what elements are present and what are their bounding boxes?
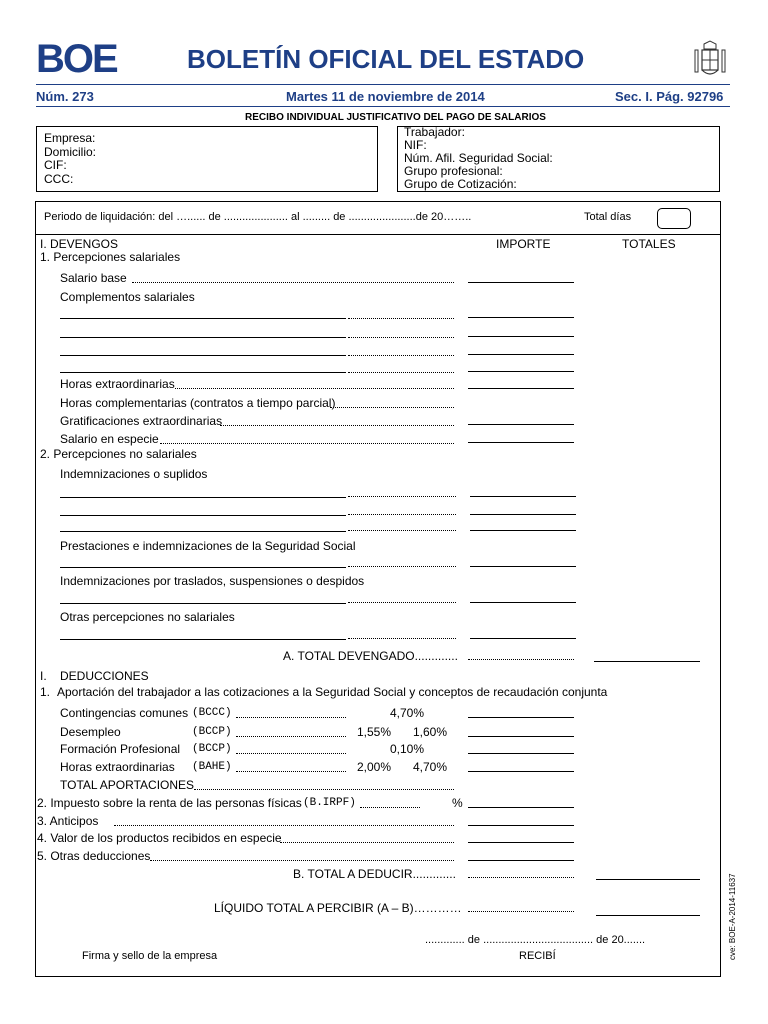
leader-dots [348, 638, 456, 639]
leader-dots [348, 318, 454, 319]
leader-dots [348, 514, 456, 515]
horas-extra-pct1: 2,00% [357, 760, 392, 774]
header-rule [36, 84, 730, 85]
blank-concept-line[interactable] [60, 603, 346, 604]
desempleo-pct1: 1,55% [357, 725, 392, 739]
page-title: BOLETÍN OFICIAL DEL ESTADO [187, 44, 585, 74]
leader-dots [348, 355, 454, 356]
amount-line[interactable] [468, 771, 574, 772]
horas-extra-pct2: 4,70% [413, 760, 448, 774]
devengos-heading: I. DEVENGOS [40, 237, 119, 251]
amount-line[interactable] [468, 753, 574, 754]
contingencias-pct: 4,70% [390, 706, 425, 720]
total-deducir-line[interactable] [596, 879, 700, 880]
salario-especie-label: Salario en especie [60, 432, 159, 446]
irpf-code: (B.IRPF) [303, 797, 356, 809]
amount-line[interactable] [468, 807, 574, 808]
section-page: Sec. I. Pág. 92796 [615, 89, 724, 104]
period-divider [36, 234, 720, 235]
leader-dots [468, 877, 574, 878]
worker-fields [404, 126, 553, 191]
period-text: Periodo de liquidación: del …...... de ..................... al ......... de ......................de 20…….. [44, 211, 472, 223]
leader-dots [194, 789, 454, 790]
amount-line[interactable] [468, 736, 574, 737]
blank-concept-line[interactable] [60, 355, 346, 356]
importe-heading: IMPORTE [496, 237, 551, 251]
blank-concept-line[interactable] [60, 567, 346, 568]
boe-logo: BOE [36, 37, 117, 81]
recibi-label: RECIBÍ [519, 950, 556, 962]
amount-line[interactable] [468, 282, 574, 283]
especie-deduccion-label: 4. Valor de los productos recibidos en especie [37, 831, 282, 845]
leader-dots [348, 566, 456, 567]
traslados-label: Indemnizaciones por traslados, suspensiones o despidos [60, 574, 365, 588]
company-address-label: Domicilio: [44, 144, 97, 159]
company-cif-label: CIF: [44, 158, 67, 172]
leader-dots [280, 842, 454, 843]
percepciones-no-salariales-heading: 2. Percepciones no salariales [40, 447, 197, 461]
amount-line[interactable] [470, 496, 576, 497]
amount-line[interactable] [468, 825, 574, 826]
amount-line[interactable] [468, 717, 574, 718]
firma-empresa-label: Firma y sello de la empresa [82, 950, 218, 962]
leader-dots [175, 388, 454, 389]
leader-dots [160, 443, 454, 444]
company-name-label: Empresa: [44, 131, 96, 145]
total-devengado-label: A. TOTAL DEVENGADO............. [283, 649, 458, 663]
blank-concept-line[interactable] [60, 318, 346, 319]
contingencias-code: (BCCC) [192, 707, 232, 719]
blank-concept-line[interactable] [60, 515, 346, 516]
indemnizaciones-label: Indemnizaciones o suplidos [60, 467, 208, 481]
horas-extra-deduccion-label: Horas extraordinarias [60, 760, 175, 774]
amount-line[interactable] [468, 842, 574, 843]
prestaciones-label: Prestaciones e indemnizaciones de la Seguridad Social [60, 539, 356, 553]
worker-group-label: Grupo profesional: [404, 164, 503, 178]
leader-dots [348, 496, 456, 497]
worker-name-label: Trabajador: [404, 125, 465, 139]
anticipos-label: 3. Anticipos [37, 814, 99, 828]
percepciones-salariales-heading: 1. Percepciones salariales [40, 250, 181, 264]
leader-dots [348, 602, 456, 603]
aportacion-numeral: 1. [40, 685, 51, 699]
worker-nif-label: NIF: [404, 138, 427, 152]
cve-code: cve: BOE-A-2014-11637 [728, 873, 737, 960]
signature-date-line: ............. de .................................... de 20....... [425, 934, 646, 946]
salario-base-label: Salario base [60, 271, 127, 285]
complementos-label: Complementos salariales [60, 290, 195, 304]
header-rule-bottom [36, 106, 730, 107]
coat-of-arms-icon [690, 40, 730, 80]
total-devengado-line[interactable] [594, 661, 700, 662]
leader-dots [360, 807, 420, 808]
total-days-field[interactable] [657, 208, 691, 229]
amount-line[interactable] [468, 860, 574, 861]
blank-concept-line[interactable] [60, 372, 346, 373]
desempleo-label: Desempleo [60, 725, 121, 739]
form-title: RECIBO INDIVIDUAL JUSTIFICATIVO DEL PAGO DE SALARIOS [245, 112, 546, 123]
horas-complementarias-label: Horas complementarias (contratos a tiempo parcial) [60, 396, 336, 410]
horas-extra-code: (BAHE) [192, 761, 232, 773]
blank-concept-line[interactable] [60, 337, 346, 338]
amount-line[interactable] [468, 354, 574, 355]
leader-dots [114, 825, 454, 826]
deducciones-heading: DEDUCCIONES [60, 669, 149, 683]
formacion-code: (BCCP) [192, 743, 232, 755]
leader-dots [468, 911, 574, 912]
amount-line[interactable] [468, 317, 574, 318]
amount-line[interactable] [470, 514, 576, 515]
leader-dots [236, 771, 346, 772]
amount-line[interactable] [468, 388, 574, 389]
company-fields [44, 132, 96, 186]
blank-concept-line[interactable] [60, 497, 346, 498]
formacion-pct: 0,10% [390, 742, 425, 756]
blank-concept-line[interactable] [60, 639, 346, 640]
deducciones-numeral: I. [40, 669, 47, 683]
total-deducir-label: B. TOTAL A DEDUCIR............. [293, 867, 456, 881]
amount-line[interactable] [468, 424, 574, 425]
amount-line[interactable] [470, 638, 576, 639]
desempleo-pct2: 1,60% [413, 725, 448, 739]
total-aportaciones-label: TOTAL APORTACIONES [60, 778, 195, 792]
leader-dots [150, 860, 454, 861]
leader-dots [330, 407, 454, 408]
liquido-line[interactable] [596, 915, 700, 916]
horas-extra-label: Horas extraordinarias [60, 377, 175, 391]
amount-line[interactable] [470, 566, 576, 567]
blank-concept-line[interactable] [60, 531, 346, 532]
liquido-label: LÍQUIDO TOTAL A PERCIBIR (A – B)………… [214, 901, 462, 915]
amount-line[interactable] [470, 602, 576, 603]
gratificaciones-label: Gratificaciones extraordinarias [60, 414, 223, 428]
leader-dots [132, 282, 454, 283]
amount-line[interactable] [468, 442, 574, 443]
issue-number: Núm. 273 [36, 89, 94, 104]
total-days-label: Total días [584, 211, 632, 223]
contingencias-label: Contingencias comunes [60, 706, 189, 720]
leader-dots [236, 753, 346, 754]
worker-cotizacion-label: Grupo de Cotización: [404, 177, 517, 191]
leader-dots [220, 425, 454, 426]
irpf-label: 2. Impuesto sobre la renta de las personas físicas [37, 796, 302, 810]
irpf-percent: % [452, 796, 463, 810]
worker-ss-label: Núm. Afil. Seguridad Social: [404, 151, 553, 165]
amount-line[interactable] [468, 336, 574, 337]
issue-date: Martes 11 de noviembre de 2014 [286, 89, 485, 104]
leader-dots [348, 337, 454, 338]
leader-dots [468, 659, 574, 660]
leader-dots [348, 372, 454, 373]
desempleo-code: (BCCP) [192, 726, 232, 738]
amount-line[interactable] [468, 371, 574, 372]
totales-heading: TOTALES [622, 237, 676, 251]
otras-deducciones-label: 5. Otras deducciones [37, 849, 151, 863]
leader-dots [348, 530, 456, 531]
formacion-label: Formación Profesional [60, 742, 181, 756]
leader-dots [236, 736, 346, 737]
amount-line[interactable] [470, 530, 576, 531]
company-ccc-label: CCC: [44, 171, 74, 186]
leader-dots [236, 717, 346, 718]
otras-percepciones-label: Otras percepciones no salariales [60, 610, 235, 624]
aportacion-heading: Aportación del trabajador a las cotizaciones a la Seguridad Social y conceptos de recaudación conjunta [57, 685, 608, 699]
